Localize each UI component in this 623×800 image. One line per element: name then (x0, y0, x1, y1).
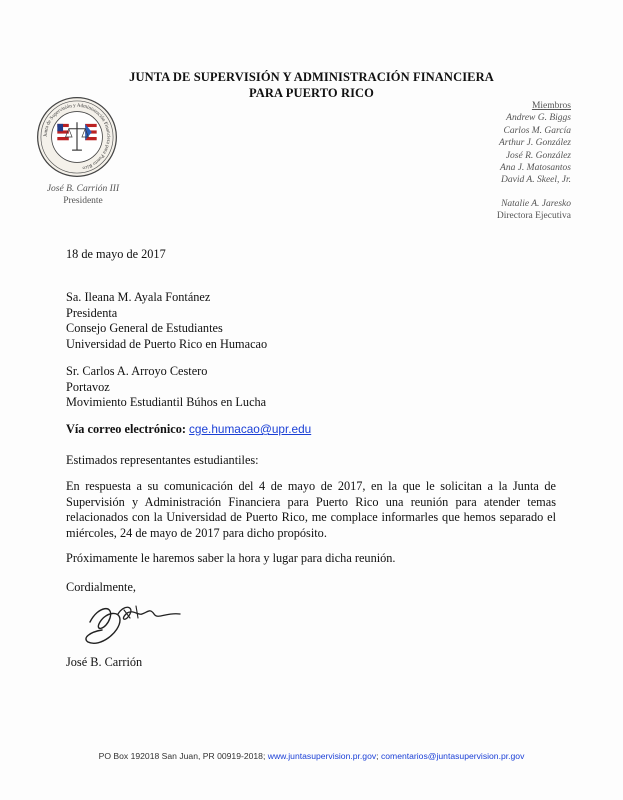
delivery-method (66, 422, 556, 438)
members-heading: Miembros (531, 101, 571, 111)
handwritten-signature (80, 592, 190, 652)
letterhead-title-line2: PARA PUERTO RICO (248, 86, 374, 100)
footer-address: PO Box 192018 San Juan, PR 00919-2018; (98, 751, 266, 761)
recipient-line: Sa. Ileana M. Ayala Fontánez (66, 290, 211, 304)
member-name: Carlos M. García (503, 125, 571, 136)
recipient-line: Sr. Carlos A. Arroyo Cestero (66, 364, 208, 378)
recipient-line: Universidad de Puerto Rico en Humacao (66, 336, 268, 351)
president-name: José B. Carrión III (46, 184, 120, 194)
recipient-line: Presidenta (66, 305, 118, 320)
board-seal-icon (36, 96, 118, 178)
member-name: Andrew G. Biggs (506, 113, 571, 124)
recipient-block-1 (66, 290, 556, 352)
member-name: José R. González (505, 150, 571, 161)
body-paragraph-1: En respuesta a su comunicación del 4 de mayo de 2017, en la que le solicitan a la Junta de Supervisión y Administración Financiera para Puerto Rico una reunión para atender temas relacionados con la Universidad de Puerto Rico, me complace informarles que hemos separado el miércoles, 24 de mayo de 2017 para dicho propósito. (66, 479, 556, 540)
body-paragraph-2: Próximamente le haremos saber la hora y lugar para dicha reunión. (66, 551, 396, 565)
recipient-line: Portavoz (66, 379, 110, 394)
salutation: Estimados representantes estudiantiles: (66, 453, 259, 467)
letter-date: 18 de mayo de 2017 (66, 247, 166, 261)
signer-name: José B. Carrión (66, 655, 143, 669)
footer: PO Box 192018 San Juan, PR 00919-2018; www.juntasupervision.pr.gov; comentarios@juntasupervision.pr.gov (98, 751, 525, 761)
footer-website-link[interactable]: www.juntasupervision.pr.gov (267, 751, 377, 761)
recipient-email-link[interactable]: cge.humacao@upr.edu (189, 422, 312, 436)
delivery-label: Vía correo electrónico: (66, 422, 186, 436)
director-name: Natalie A. Jaresko (501, 198, 571, 209)
member-name: Arthur J. González (498, 138, 571, 149)
recipient-line: Movimiento Estudiantil Búhos en Lucha (66, 395, 267, 409)
seal-ring-text: Junta de Supervisión y Administración Financiera para Puerto Rico (42, 102, 112, 171)
footer-email-link[interactable]: comentarios@juntasupervision.pr.gov (380, 751, 525, 761)
letterhead-title-line1: JUNTA DE SUPERVISIÓN Y ADMINISTRACIÓN FINANCIERA (129, 70, 494, 84)
recipient-line: Consejo General de Estudiantes (66, 321, 223, 335)
recipient-block-2 (66, 364, 556, 411)
members-list (497, 100, 571, 223)
member-name: Ana J. Matosantos (500, 163, 571, 174)
director-title: Directora Ejecutiva (496, 211, 571, 222)
member-name: David A. Skeel, Jr. (501, 175, 571, 186)
closing: Cordialmente, (66, 580, 137, 594)
president-title: Presidente (63, 196, 103, 206)
